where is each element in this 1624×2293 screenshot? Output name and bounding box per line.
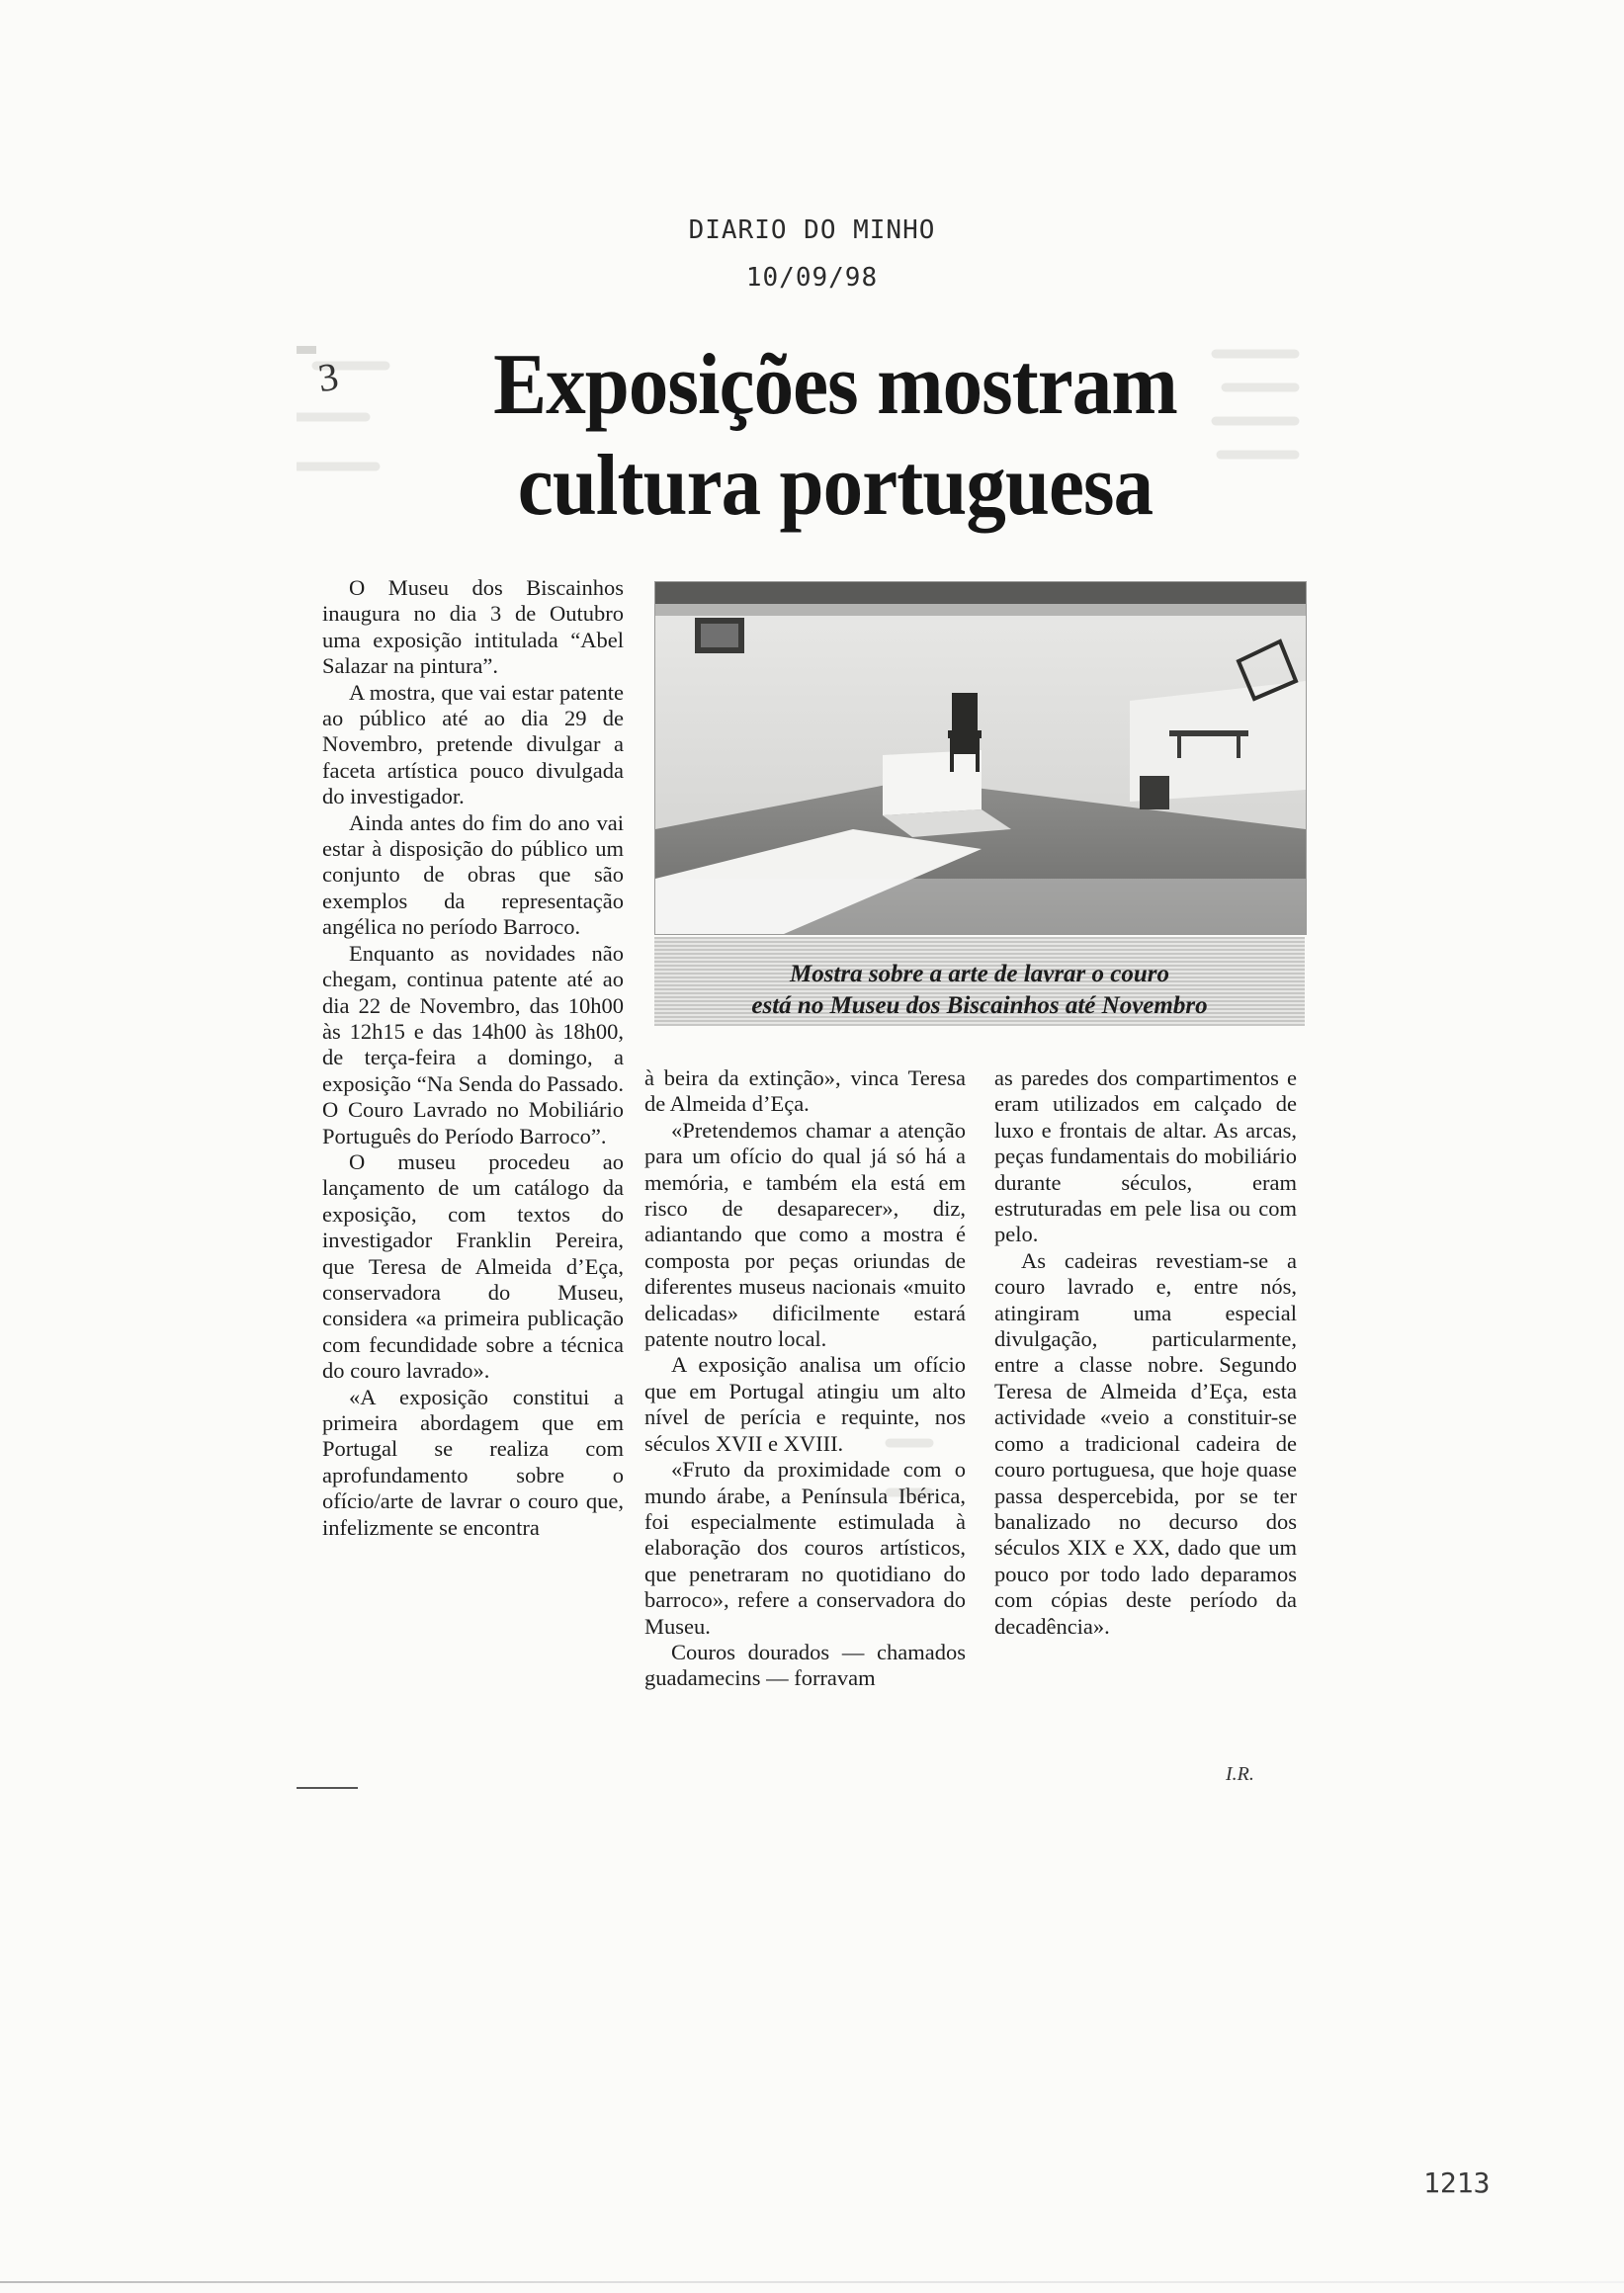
photo-caption-line-1: Mostra sobre a arte de lavrar o couro — [789, 961, 1170, 987]
paragraph: «Fruto da proximidade com o mundo árabe, a Península Ibérica, foi especialmente estimulada à elaboração dos couros artísticos, que penetraram no quotidiano do barroco», refere a conservadora do Museu. — [644, 1457, 966, 1639]
paragraph: as paredes dos compartimentos e eram utilizados em calçado de luxo e frontais de altar. As arcas, peças fundamentais do mobiliário durante séculos, eram estruturadas em pele lisa ou com pelo. — [994, 1065, 1297, 1247]
clipping-source: DIARIO DO MINHO — [688, 215, 936, 245]
paragraph: O Museu dos Biscainhos inaugura no dia 3 de Outubro uma exposição intitulada “Abel Salazar na pintura”. — [322, 575, 624, 679]
article-column-1 — [322, 575, 624, 1541]
photo-illustration — [655, 582, 1306, 934]
divider — [297, 1787, 358, 1789]
page-edge-shadow — [0, 2281, 1624, 2283]
headline-line-1: Exposições mostram — [493, 337, 1177, 433]
clipping-date: 10/09/98 — [745, 263, 879, 293]
article-column-3 — [994, 1065, 1297, 1640]
paragraph: Couros dourados — chamados guadamecins — forravam — [644, 1639, 966, 1691]
headline-line-2: cultura portuguesa — [517, 438, 1154, 534]
paragraph: A exposição analisa um ofício que em Portugal atingiu um alto nível de perícia e requinte, nos séculos XVII e XVIII. — [644, 1352, 966, 1456]
page-number: 1213 — [1423, 2166, 1491, 2199]
photo-caption-line-2: está no Museu dos Biscainhos até Novembro — [751, 992, 1208, 1019]
paragraph: O museu procedeu ao lançamento de um catálogo da exposição, com textos do investigador Franklin Pereira, que Teresa de Almeida d’Eça, conservadora do Museu, considera «a primeira publicação com fecundidade sobre a técnica do couro lavrado». — [322, 1148, 624, 1384]
paragraph: A mostra, que vai estar patente ao público até ao dia 29 de Novembro, pretende divulgar a faceta artística pouco divulgada do investigador. — [322, 679, 624, 809]
paragraph: Ainda antes do fim do ano vai estar à disposição do público um conjunto de obras que são exemplos da representação angélica no período Barroco. — [322, 809, 624, 940]
paragraph: à beira da extinção», vinca Teresa de Almeida d’Eça. — [644, 1065, 966, 1117]
paragraph: «Pretendemos chamar a atenção para um ofício do qual já só há a memória, e também ela está em risco de desaparecer», diz, adiantando que como a mostra é composta por peças oriundas de diferentes museus nacionais «muito delicadas» dificilmente estará patente noutro local. — [644, 1117, 966, 1352]
paragraph: Enquanto as novidades não chegam, continua patente até ao dia 22 de Novembro, das 10h00 às 12h15 e das 14h00 às 18h00, de terça-feira a domingo, a exposição “Na Senda do Passado. O Couro Lavrado no Mobiliário Português do Período Barroco”. — [322, 940, 624, 1148]
paragraph: «A exposição constitui a primeira abordagem que em Portugal se realiza com aprofundamento sobre o ofício/arte de lavrar o couro que, infelizmente se encontra — [322, 1384, 624, 1540]
author-signature: I.R. — [1226, 1763, 1254, 1785]
exhibition-photo — [654, 581, 1307, 935]
article-column-2 — [644, 1065, 966, 1692]
handwritten-mark: 3 — [314, 353, 342, 401]
paragraph: As cadeiras revestiam-se a couro lavrado e, entre nós, atingiram uma especial divulgação, particularmente, entre a classe nobre. Segundo Teresa de Almeida d’Eça, esta actividade «veio a constituir-se como a tradicional cadeira de couro portuguesa, que hoje quase passa despercebida, por se ter banalizado no decurso dos séculos XIX e XX, dado que um pouco por todo lado deparamos com cópias deste período da decadência». — [994, 1247, 1297, 1639]
